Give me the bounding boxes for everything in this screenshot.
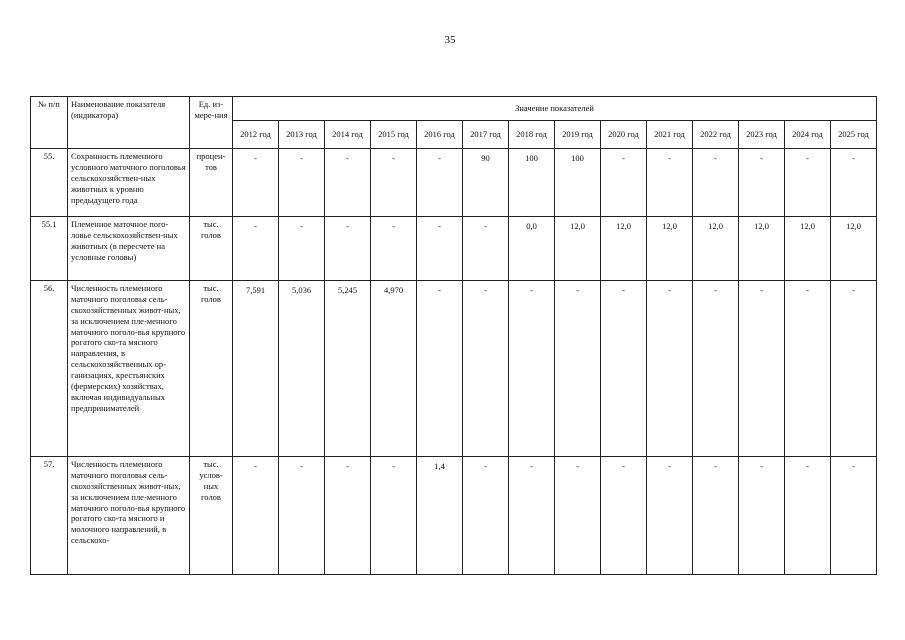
header-year: 2024 год — [785, 121, 831, 149]
table-row — [31, 217, 877, 281]
value-cell: - — [693, 149, 739, 217]
value-cell: 12,0 — [831, 217, 877, 281]
value-cell: - — [831, 281, 877, 457]
value-cell: - — [831, 457, 877, 575]
value-cell: - — [601, 149, 647, 217]
header-year: 2018 год — [509, 121, 555, 149]
value-cell: 12,0 — [739, 217, 785, 281]
unit-cell: тыс. голов — [190, 281, 233, 457]
value-cell: 12,0 — [555, 217, 601, 281]
value-cell: - — [417, 217, 463, 281]
value-cell: - — [279, 457, 325, 575]
value-cell: - — [555, 457, 601, 575]
value-cell: - — [739, 149, 785, 217]
header-year: 2012 год — [233, 121, 279, 149]
value-cell: - — [325, 217, 371, 281]
value-cell: 1,4 — [417, 457, 463, 575]
table-row — [31, 281, 877, 457]
value-cell: 12,0 — [785, 217, 831, 281]
header-unit: Ед. из-мере-ния — [190, 97, 233, 149]
header-year: 2025 год — [831, 121, 877, 149]
header-year: 2017 год — [463, 121, 509, 149]
header-year: 2019 год — [555, 121, 601, 149]
value-cell: 12,0 — [693, 217, 739, 281]
value-cell: 90 — [463, 149, 509, 217]
value-cell: - — [601, 281, 647, 457]
table-row — [31, 457, 877, 575]
value-cell: - — [371, 217, 417, 281]
header-values-group: Значение показателей — [233, 97, 877, 121]
value-cell: - — [831, 149, 877, 217]
header-year: 2016 год — [417, 121, 463, 149]
value-cell: 100 — [555, 149, 601, 217]
value-cell: 4,970 — [371, 281, 417, 457]
header-year: 2020 год — [601, 121, 647, 149]
unit-cell: тыс. голов — [190, 217, 233, 281]
value-cell: - — [233, 457, 279, 575]
value-cell: - — [555, 281, 601, 457]
header-year: 2015 год — [371, 121, 417, 149]
header-num: № п/п — [31, 97, 68, 149]
value-cell: - — [463, 217, 509, 281]
value-cell: 12,0 — [601, 217, 647, 281]
row-number: 57. — [31, 457, 68, 575]
header-year: 2014 год — [325, 121, 371, 149]
value-cell: - — [509, 457, 555, 575]
header-year: 2021 год — [647, 121, 693, 149]
value-cell: 12,0 — [647, 217, 693, 281]
indicator-name: Численность племенного маточного поголовья сель-скохозяйственных живот-ных, за исключением пле-менного маточного поголо-вья крупного рогатого ско-та мясного и молочного направлений, в сельскохо- — [68, 457, 190, 575]
value-cell: 5,245 — [325, 281, 371, 457]
value-cell: - — [601, 457, 647, 575]
indicator-name: Численность племенного маточного поголовья сель-скохозяйственных живот-ных, за исключением пле-менного маточного поголо-вья крупного рогатого ско-та мясного направления, в сельскохозяйственных ор-ганизациях, крестьянских (фермерских) хозяйствах, включая индивидуальных предпринимателей — [68, 281, 190, 457]
row-number: 56. — [31, 281, 68, 457]
indicator-name: Племенное маточное пого-ловье сельскохозяйствен-ных животных (в пересчете на условные головы) — [68, 217, 190, 281]
indicators-table — [30, 96, 877, 575]
value-cell: - — [785, 149, 831, 217]
value-cell: - — [233, 217, 279, 281]
row-number: 55.1 — [31, 217, 68, 281]
value-cell: - — [371, 149, 417, 217]
row-number: 55. — [31, 149, 68, 217]
page-number: 35 — [444, 34, 456, 46]
value-cell: - — [233, 149, 279, 217]
value-cell: - — [739, 457, 785, 575]
value-cell: - — [463, 281, 509, 457]
unit-cell: тыс. услов-ных голов — [190, 457, 233, 575]
value-cell: - — [463, 457, 509, 575]
value-cell: - — [647, 457, 693, 575]
value-cell: - — [417, 281, 463, 457]
header-year: 2013 год — [279, 121, 325, 149]
value-cell: - — [693, 457, 739, 575]
value-cell: - — [325, 457, 371, 575]
value-cell: - — [647, 149, 693, 217]
header-year: 2023 год — [739, 121, 785, 149]
header-name: Наименование показателя (индикатора) — [68, 97, 190, 149]
value-cell: 7,591 — [233, 281, 279, 457]
header-year: 2022 год — [693, 121, 739, 149]
table-row — [31, 149, 877, 217]
value-cell: - — [279, 217, 325, 281]
value-cell: 100 — [509, 149, 555, 217]
value-cell: 0,0 — [509, 217, 555, 281]
value-cell: - — [647, 281, 693, 457]
value-cell: 5,036 — [279, 281, 325, 457]
value-cell: - — [509, 281, 555, 457]
value-cell: - — [693, 281, 739, 457]
indicator-name: Сохранность племенного условного маточного поголовья сельскохозяйствен-ных животных к уровню предыдущего года — [68, 149, 190, 217]
value-cell: - — [739, 281, 785, 457]
value-cell: - — [371, 457, 417, 575]
value-cell: - — [279, 149, 325, 217]
value-cell: - — [785, 457, 831, 575]
value-cell: - — [417, 149, 463, 217]
value-cell: - — [785, 281, 831, 457]
value-cell: - — [325, 149, 371, 217]
unit-cell: процен-тов — [190, 149, 233, 217]
